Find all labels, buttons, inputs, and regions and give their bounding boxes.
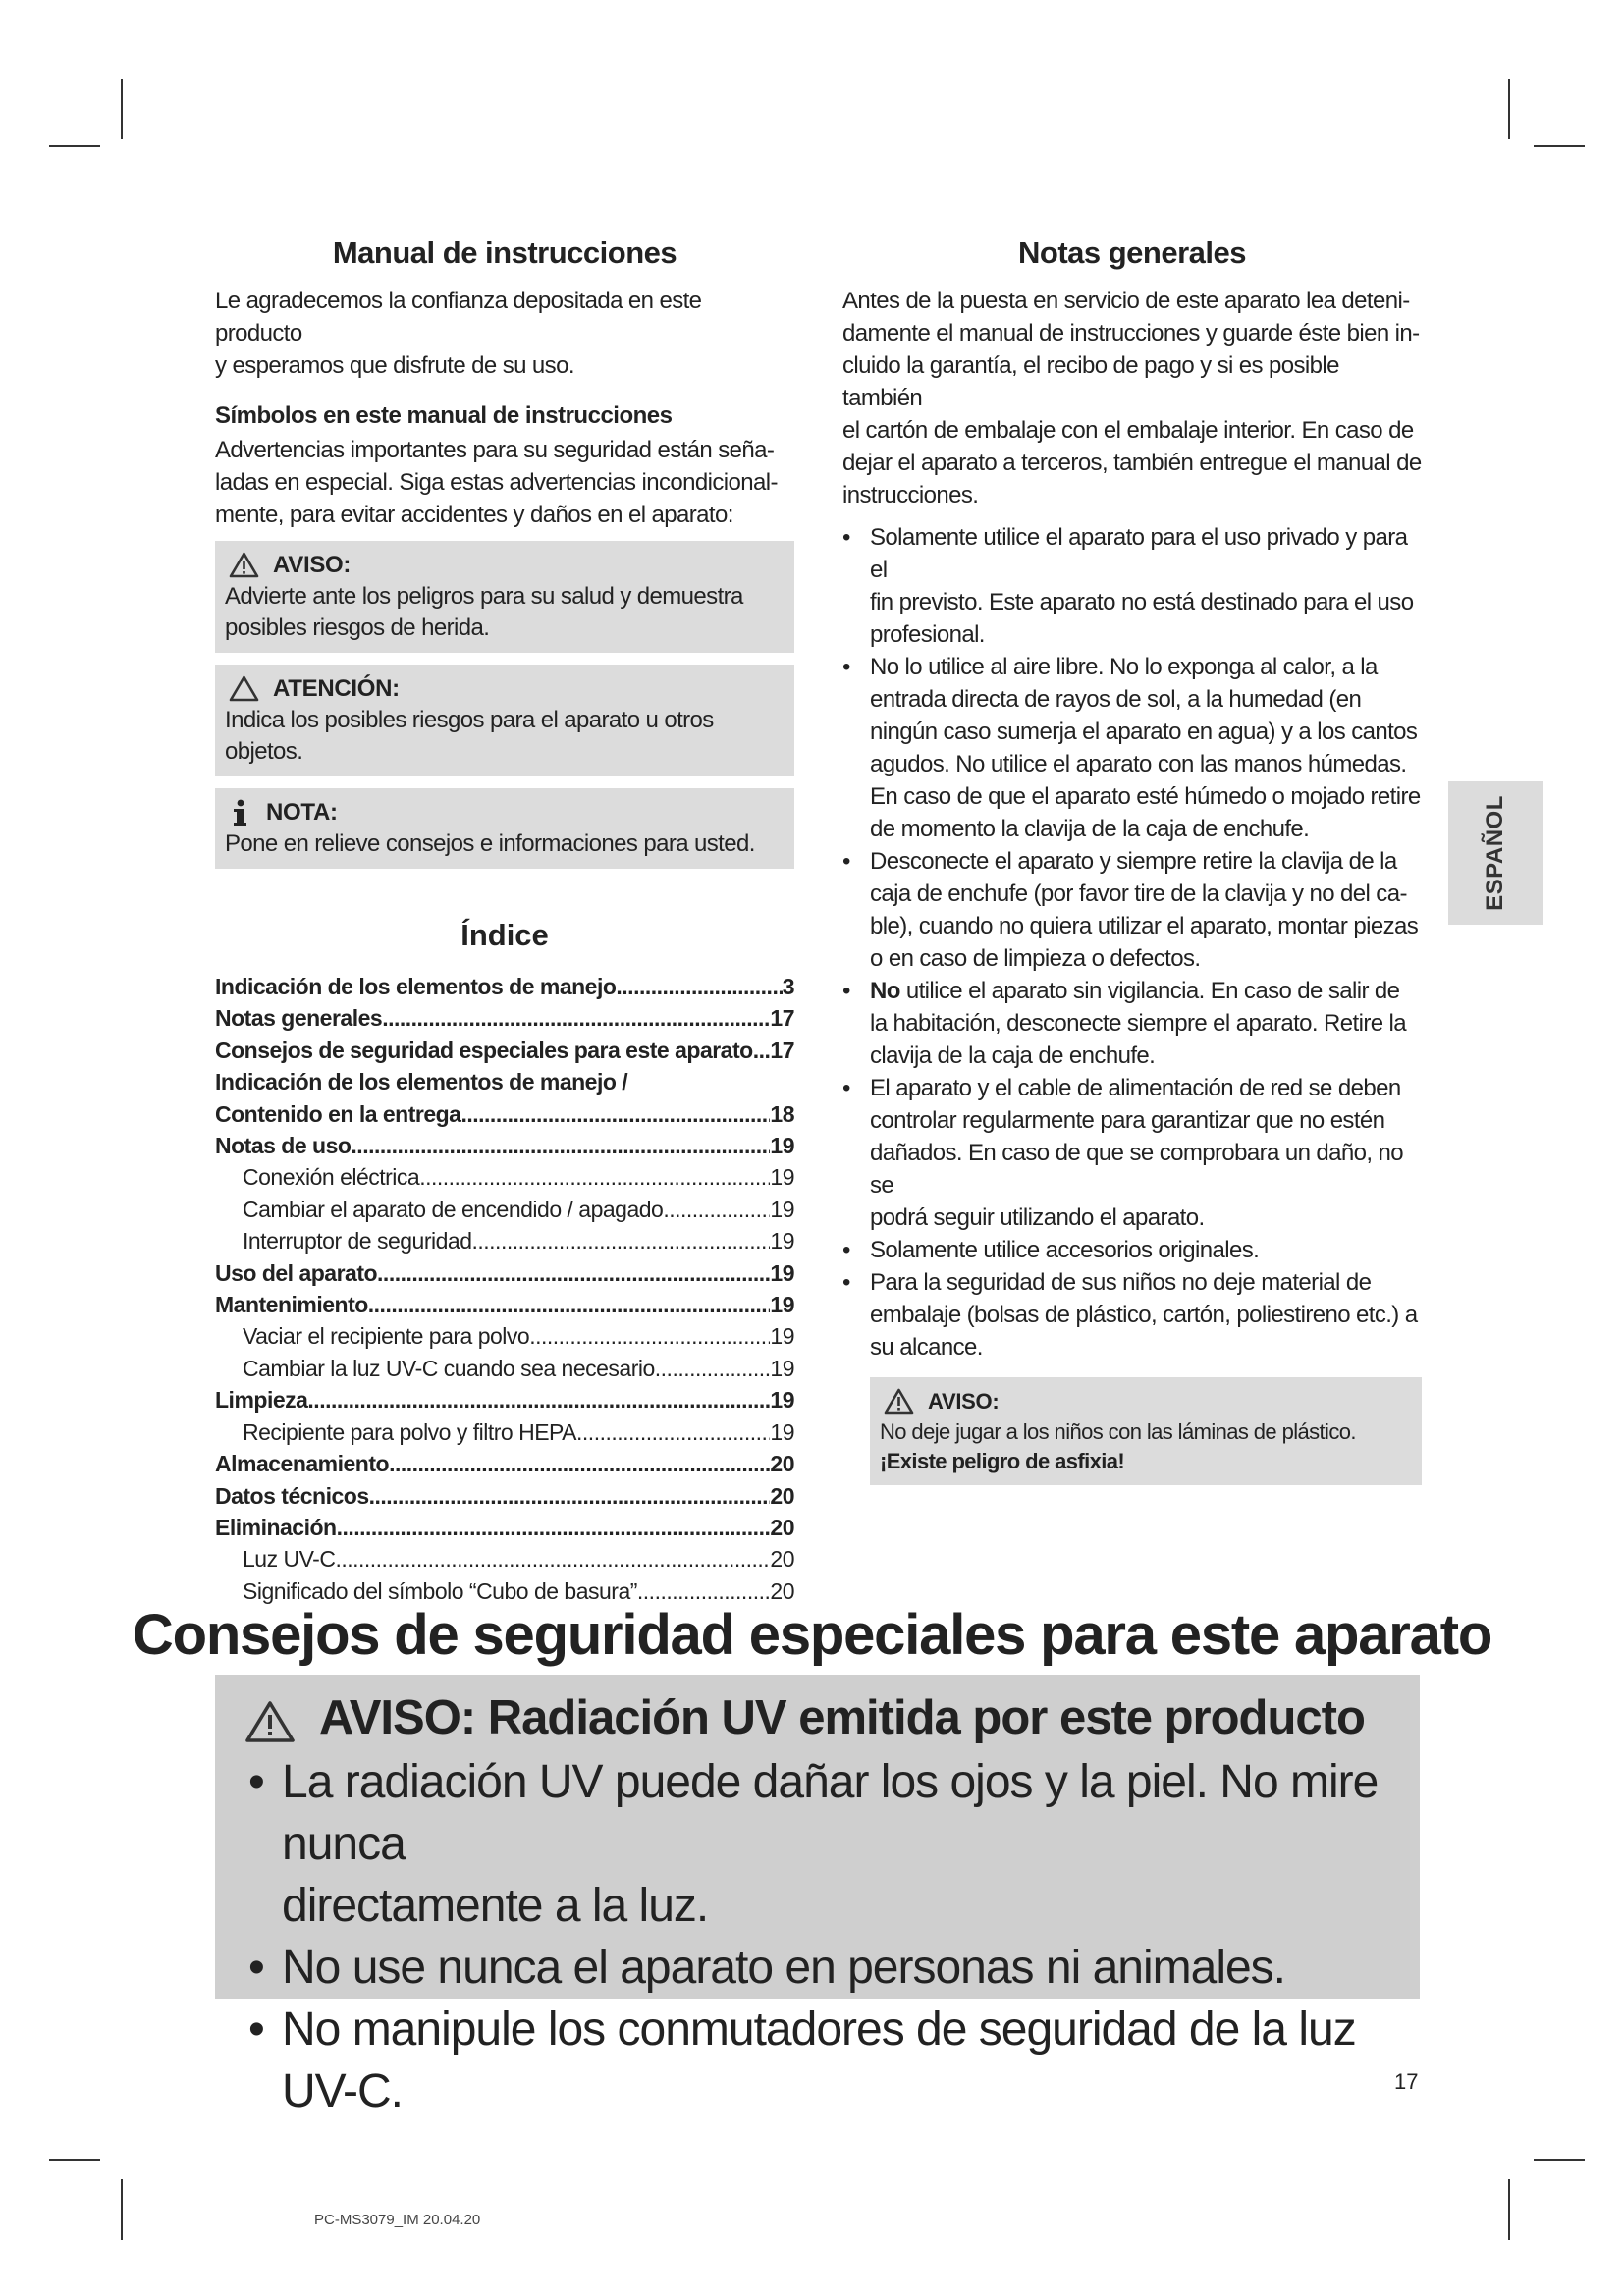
aviso-title: AVISO: [273, 552, 352, 578]
toc-entry[interactable]: Luz UV-C ..... 20 [215, 1543, 794, 1575]
footer-code: PC-MS3079_IM 20.04.20 [314, 2212, 481, 2228]
crop-mark [49, 2159, 100, 2161]
aviso-text: Advierte ante los peligros para su salud y demuestra posibles riesgos de herida. [225, 583, 743, 641]
atencion-title: ATENCIÓN: [273, 675, 400, 702]
toc-entry[interactable]: Notas generales ..... 17 [215, 1002, 794, 1034]
crop-mark [121, 2179, 123, 2240]
page-number: 17 [1394, 2069, 1419, 2094]
nota-box [215, 788, 794, 869]
symbols-heading: Símbolos en este manual de instrucciones [215, 402, 673, 429]
list-item: • No manipule los conmutadores de seguridad de la luz UV-C. [231, 1999, 1400, 2122]
atencion-box [215, 665, 794, 776]
toc-entry[interactable]: Indicación de los elementos de manejo / [215, 1069, 628, 1095]
general-notes-heading: Notas generales [1018, 236, 1246, 270]
aviso-plastic-box [870, 1377, 1422, 1485]
aviso-box [215, 541, 794, 653]
list-item: • Desconecte el aparato y siempre retire la clavija de la caja de enchufe (por favor tire de la clavija y no del ca- ble), cuando no quiera utilizar el aparato, montar piezas o en caso de limpieza o defectos. [842, 845, 1422, 975]
toc-entry[interactable]: Mantenimiento ..... 19 [215, 1289, 794, 1320]
left-column [215, 236, 794, 1607]
crop-mark [49, 145, 100, 147]
toc-entry[interactable]: Datos técnicos ..... 20 [215, 1480, 794, 1512]
list-item: • No use nunca el aparato en personas ni animales. [231, 1937, 1400, 1999]
safety-title: Consejos de seguridad especiales para este aparato [132, 1603, 1492, 1667]
list-item: • El aparato y el cable de alimentación de red se deben controlar regularmente para garantizar que no estén dañados. En caso de que se comprobara un daño, no se podrá seguir utilizando el aparato. [842, 1072, 1422, 1234]
warning-triangle-icon [229, 675, 259, 702]
atencion-text: Indica los posibles riesgos para el aparato u otros objetos. [225, 707, 714, 765]
toc-heading: Índice [460, 918, 549, 952]
nota-title: NOTA: [266, 799, 338, 826]
language-tab: ESPAÑOL [1448, 781, 1543, 925]
info-icon [231, 799, 248, 827]
warning-triangle-icon [884, 1388, 914, 1415]
general-notes-intro: Antes de la puesta en servicio de este aparato lea deteni- damente el manual de instrucciones y guarde éste bien in- cluido la garantía, el recibo de pago y si es posible también el cartón de embalaje con el embalaje interior. En caso de dejar el aparato a terceros, también entregue el manual de instrucciones. [842, 288, 1422, 508]
nota-text: Pone en relieve consejos e informaciones para usted. [225, 830, 755, 857]
list-item: • Solamente utilice accesorios originales. [842, 1234, 1422, 1266]
intro-text: Le agradecemos la confianza depositada en este producto y esperamos que disfrute de su uso. [215, 288, 702, 379]
toc-entry[interactable]: Conexión eléctrica ..... 19 [215, 1161, 794, 1193]
toc-entry[interactable]: Eliminación ..... 20 [215, 1512, 794, 1543]
toc-entry[interactable]: Contenido en la entrega ..... 18 [215, 1098, 794, 1130]
toc-entry[interactable]: Notas de uso ..... 19 [215, 1130, 794, 1161]
crop-mark [1534, 145, 1585, 147]
symbols-text: Advertencias importantes para su seguridad están seña- ladas en especial. Siga estas advertencias incondicional- mente, para evitar accidentes y daños en el aparato: [215, 437, 778, 528]
toc-entry[interactable]: Limpieza ..... 19 [215, 1384, 794, 1415]
toc-entry[interactable]: Indicación de los elementos de manejo ..... 3 [215, 971, 794, 1002]
list-item: • Solamente utilice el aparato para el uso privado y para el fin previsto. Este aparato no está destinado para el uso profesional. [842, 521, 1422, 651]
aviso-text: No deje jugar a los niños con las láminas de plástico. [880, 1419, 1356, 1444]
toc-entry[interactable]: Interruptor de seguridad ..... 19 [215, 1225, 794, 1256]
toc-entry[interactable]: Recipiente para polvo y filtro HEPA ..... 19 [215, 1416, 794, 1448]
toc-entry[interactable]: Cambiar el aparato de encendido / apagado ..... 19 [215, 1194, 794, 1225]
table-of-contents [215, 971, 794, 1607]
right-column [842, 236, 1422, 1485]
crop-mark [1508, 2179, 1510, 2240]
list-item: • No utilice el aparato sin vigilancia. En caso de salir de la habitación, desconecte siempre el aparato. Retire la clavija de la caja de enchufe. [842, 975, 1422, 1072]
general-notes-list [842, 521, 1422, 1363]
toc-entry[interactable]: Uso del aparato ..... 19 [215, 1257, 794, 1289]
toc-entry[interactable]: Significado del símbolo “Cubo de basura” ..... 20 [215, 1575, 794, 1607]
warning-triangle-icon [244, 1696, 296, 1739]
warning-triangle-icon [229, 552, 259, 578]
crop-mark [121, 79, 123, 139]
aviso-emphasis: ¡Existe peligro de asfixia! [880, 1449, 1125, 1473]
toc-entry[interactable]: Cambiar la luz UV-C cuando sea necesario ..... 19 [215, 1353, 794, 1384]
toc-entry[interactable]: Almacenamiento ..... 20 [215, 1448, 794, 1479]
uv-warning-list [231, 1751, 1400, 2122]
manual-heading: Manual de instrucciones [332, 236, 677, 270]
aviso-title: AVISO: [928, 1389, 1000, 1414]
list-item: • No lo utilice al aire libre. No lo exponga al calor, a la entrada directa de rayos de sol, a la humedad (en ningún caso sumerja el aparato en agua) y a los cantos agudos. No utilice el aparato con las manos húmedas. En caso de que el aparato esté húmedo o mojado retire de momento la clavija de la caja de enchufe. [842, 651, 1422, 845]
crop-mark [1508, 79, 1510, 139]
list-item: • La radiación UV puede dañar los ojos y la piel. No mire nunca directamente a la luz. [231, 1751, 1400, 1937]
toc-entry[interactable]: Vaciar el recipiente para polvo ..... 19 [215, 1320, 794, 1352]
toc-entry[interactable]: Consejos de seguridad especiales para este aparato ..... 17 [215, 1035, 794, 1066]
list-item: • Para la seguridad de sus niños no deje material de embalaje (bolsas de plástico, cartón, poliestireno etc.) a su alcance. [842, 1266, 1422, 1363]
uv-warning-title: AVISO: Radiación UV emitida por este producto [319, 1691, 1365, 1744]
crop-mark [1534, 2159, 1585, 2161]
